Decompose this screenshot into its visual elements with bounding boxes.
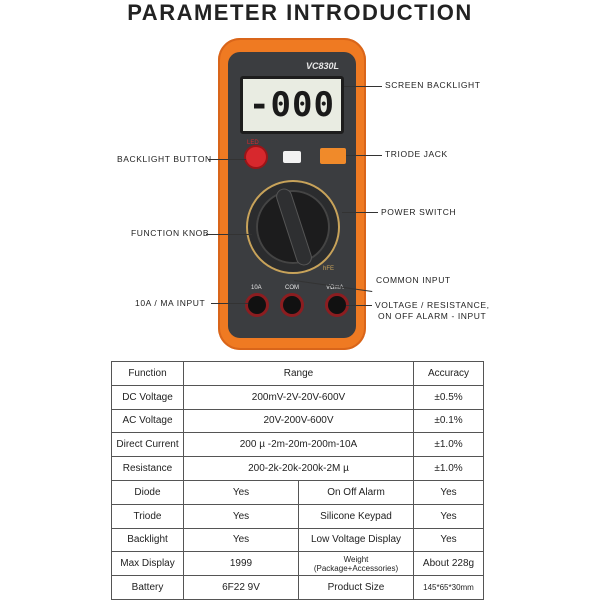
jack-10a — [248, 296, 266, 314]
table-row — [112, 576, 484, 600]
cell-feature: Battery — [112, 576, 184, 600]
hold-key[interactable] — [283, 151, 301, 163]
callout-voltage-line1: VOLTAGE / RESISTANCE, — [375, 300, 490, 310]
table-row — [112, 552, 484, 576]
hfe-label: hFE — [323, 266, 335, 272]
table-header — [112, 362, 484, 386]
table-row — [112, 433, 484, 457]
leader-line — [346, 155, 382, 156]
callout-common-input: COMMON INPUT — [376, 275, 451, 285]
table-row — [112, 504, 484, 528]
backlight-button[interactable] — [246, 147, 266, 167]
cell-feature: On Off Alarm — [299, 480, 414, 504]
cell-range: 200mV-2V-20V-600V — [184, 385, 414, 409]
leader-line — [211, 303, 248, 304]
table-row — [112, 457, 484, 481]
lcd-key-label: LED — [247, 140, 259, 146]
leader-line — [208, 159, 246, 160]
cell-range: 200-2k-20k-200k-2M µ — [184, 457, 414, 481]
cell-accuracy: ±1.0% — [414, 457, 484, 481]
table-row — [112, 385, 484, 409]
cell-feature: Backlight — [112, 528, 184, 552]
page-title: PARAMETER INTRODUCTION — [127, 0, 473, 25]
cell-function: Direct Current — [112, 433, 184, 457]
cell-range: 200 µ -2m-20m-200m-10A — [184, 433, 414, 457]
leader-line — [346, 305, 372, 306]
model-label: VC830L — [306, 61, 340, 71]
cell-value: Yes — [414, 480, 484, 504]
leader-line — [342, 212, 378, 213]
callout-power-switch: POWER SWITCH — [381, 207, 457, 217]
cell-feature: Silicone Keypad — [299, 504, 414, 528]
callout-voltage-line2: ON OFF ALARM - INPUT — [378, 311, 487, 321]
cell-function: AC Voltage — [112, 409, 184, 433]
triode-jack — [320, 148, 346, 164]
table-row — [112, 480, 484, 504]
cell-accuracy: ±0.1% — [414, 409, 484, 433]
cell-feature: Product Size — [299, 576, 414, 600]
weight-sub-label: (Package+Accessories) — [313, 563, 399, 573]
jack-10a-label: 10A — [251, 285, 262, 291]
cell-feature: Low Voltage Display — [299, 528, 414, 552]
cell-weight — [299, 552, 414, 576]
cell-value: Yes — [184, 504, 299, 528]
callout-function-knob: FUNCTION KNOB — [131, 228, 210, 238]
header-range: Range — [184, 362, 414, 386]
cell-feature: Diode — [112, 480, 184, 504]
leader-line — [206, 234, 252, 235]
table-row — [112, 528, 484, 552]
cell-value: Yes — [414, 528, 484, 552]
jack-com — [283, 296, 301, 314]
callout-screen-backlight: SCREEN BACKLIGHT — [385, 80, 481, 90]
callout-backlight-button: BACKLIGHT BUTTON — [117, 154, 212, 164]
cell-value: Yes — [184, 528, 299, 552]
cell-accuracy: ±0.5% — [414, 385, 484, 409]
cell-range: 20V-200V-600V — [184, 409, 414, 433]
callout-triode-jack: TRIODE JACK — [385, 149, 448, 159]
cell-value: Yes — [184, 480, 299, 504]
cell-function: DC Voltage — [112, 385, 184, 409]
jack-com-label: COM — [285, 285, 299, 291]
jack-vohm — [328, 296, 346, 314]
cell-value: About 228g — [414, 552, 484, 576]
header-function: Function — [112, 362, 184, 386]
weight-label: Weight — [343, 554, 369, 564]
leader-line — [344, 86, 382, 87]
header-accuracy: Accuracy — [414, 362, 484, 386]
cell-accuracy: ±1.0% — [414, 433, 484, 457]
cell-value: 1999 — [184, 552, 299, 576]
cell-feature: Triode — [112, 504, 184, 528]
spec-table — [111, 361, 484, 600]
jack-vohm-label: VΩmA — [326, 285, 344, 291]
cell-value: Yes — [414, 504, 484, 528]
cell-function: Resistance — [112, 457, 184, 481]
lcd-screen: -000 — [240, 76, 344, 134]
cell-feature: Max Display — [112, 552, 184, 576]
cell-value: 6F22 9V — [184, 576, 299, 600]
cell-value: 145*65*30mm — [414, 576, 484, 600]
table-row — [112, 409, 484, 433]
callout-ma-input: 10A / MA INPUT — [135, 298, 206, 308]
